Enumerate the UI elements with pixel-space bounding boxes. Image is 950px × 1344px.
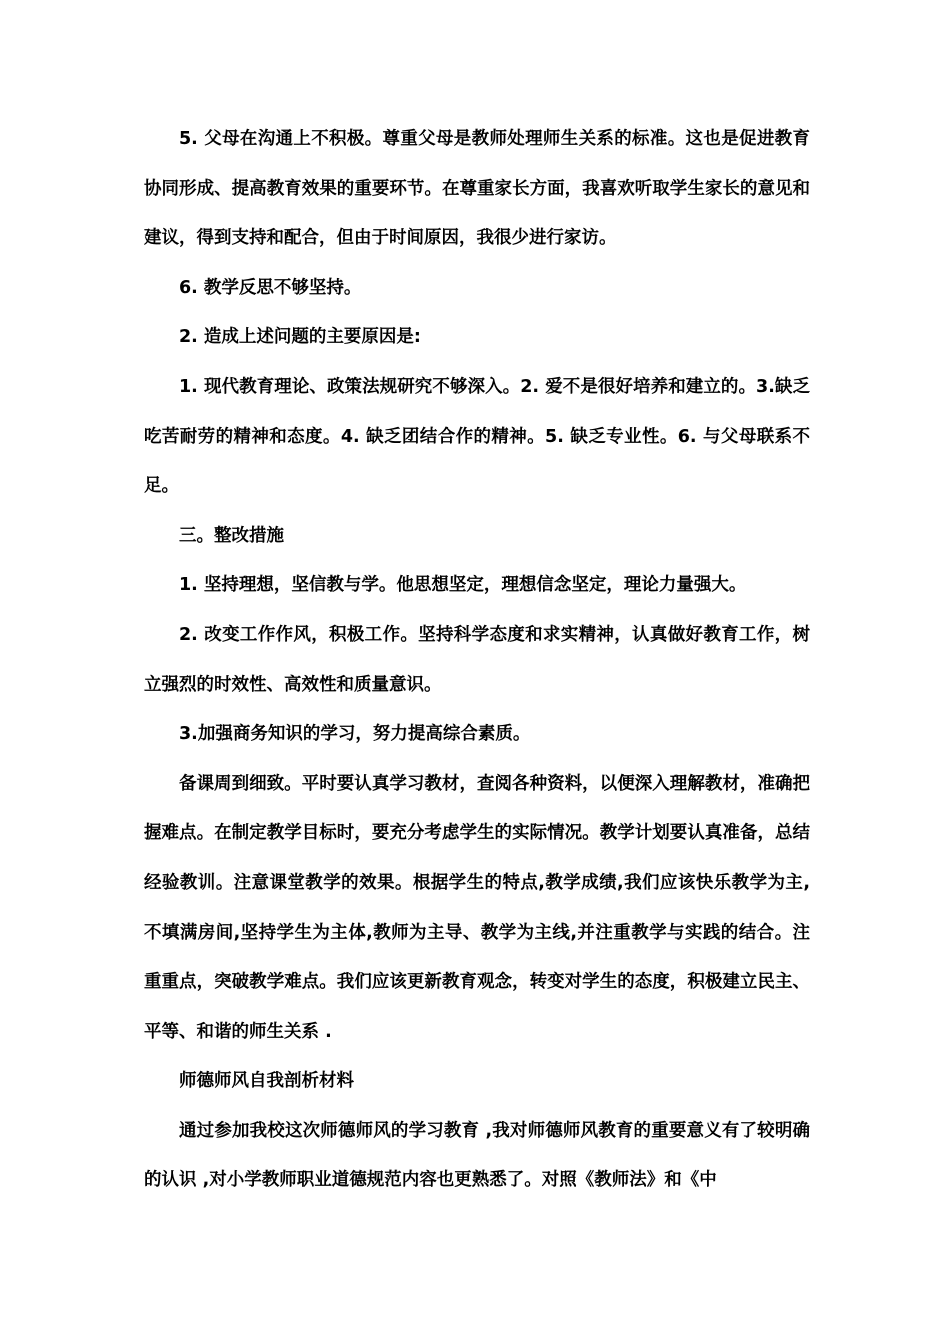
section-title-self-analysis: 师德师风自我剖析材料	[179, 1071, 354, 1092]
paragraph-causes-list: 1. 现代教育理论、政策法规研究不够深入。2. 爱不是很好培养和建立的。3.缺乏吃苦耐劳的精神和态度。4. 缺乏团结合作的精神。5. 缺乏专业性。6. 与父母联系不足。	[144, 376, 810, 497]
paragraph-parent-communication: 5. 父母在沟通上不积极。尊重父母是教师处理师生关系的标准。这也是促进教育协同形成、提高教育效果的重要环节。在尊重家长方面，我喜欢听取学生家长的意见和建议，得到支持和配合，但由于时间原因，我很少进行家访。	[144, 129, 810, 249]
paragraph-lesson-preparation: 备课周到细致。平时要认真学习教材，查阅各种资料，以便深入理解教材，准确把握难点。在制定教学目标时，要充分考虑学生的实际情况。教学计划要认真准备，总结经验教训。注意课堂教学的效果。根据学生的特点,教学成绩,我们应该快乐教学为主,不填满房间,坚持学生为主体,教师为主导、教学为主线,并注重教学与实践的结合。注重重点，突破教学难点。我们应该更新教育观念，转变对学生的态度，积极建立民主、平等、和谐的师生关系 .	[144, 773, 810, 1042]
paragraph-teaching-reflection: 6. 教学反思不够坚持。	[179, 277, 362, 298]
section-heading-rectification: 三。整改措施	[179, 525, 284, 546]
paragraph-measure-2: 2. 改变工作作风，积极工作。坚持科学态度和求实精神，认真做好教育工作，树立强烈的时效性、高效性和质量意识。	[144, 624, 810, 695]
document-body	[144, 115, 810, 1206]
paragraph-causes-heading: 2. 造成上述问题的主要原因是:	[179, 327, 421, 348]
paragraph-measure-1: 1. 坚持理想，坚信教与学。他思想坚定，理想信念坚定，理论力量强大。	[179, 575, 747, 596]
paragraph-self-analysis-intro: 通过参加我校这次师德师风的学习教育 ,我对师德师风教育的重要意义有了较明确的认识 ,对小学教师职业道德规范内容也更熟悉了。对照《教师法》和《中	[144, 1120, 810, 1191]
paragraph-measure-3: 3.加强商务知识的学习，努力提高综合素质。	[179, 724, 531, 745]
